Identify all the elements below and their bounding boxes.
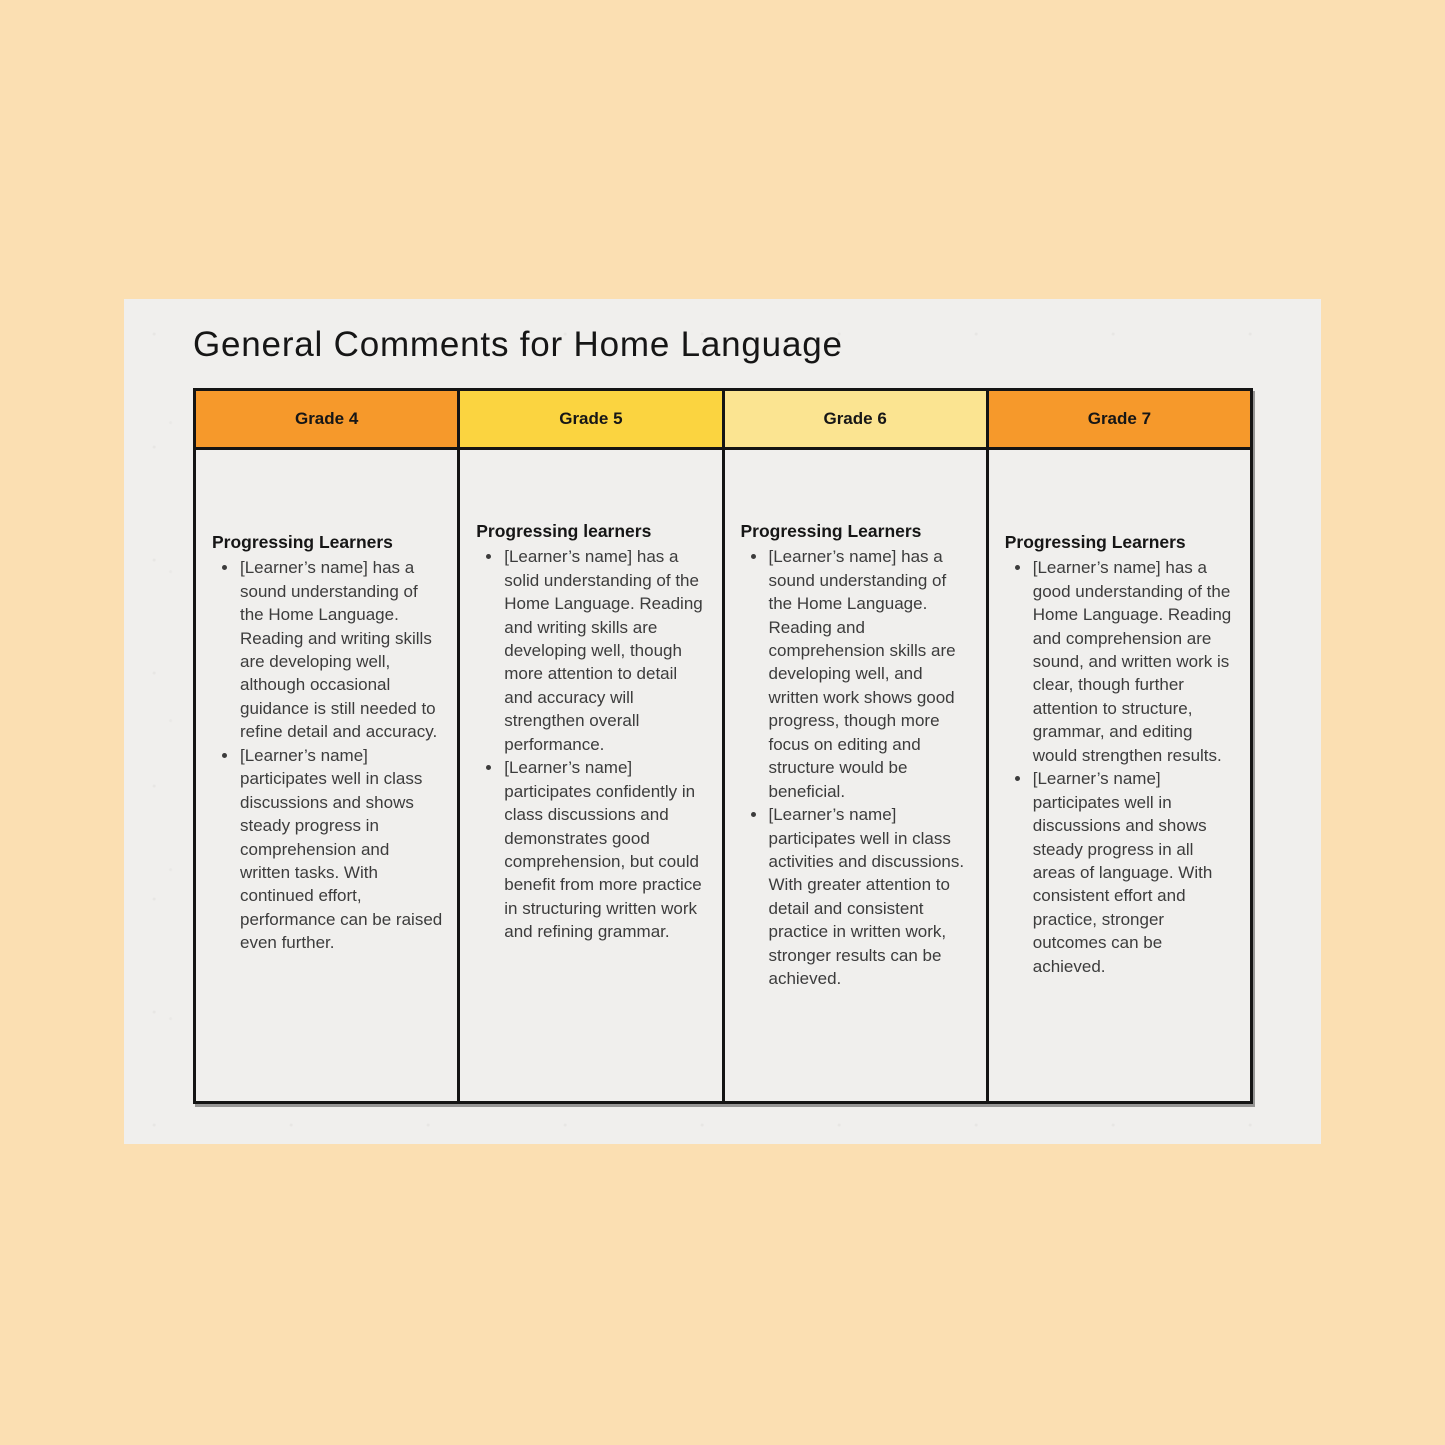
grade-4-comments-cell <box>196 450 457 1101</box>
grade-7-header-label: Grade 7 <box>1087 409 1152 428</box>
grade-5-header-label: Grade 5 <box>559 409 623 428</box>
comment-bullet: • [Learner’s name] participates well in class activities and discussions. With greater attention to detail and consistent practice in written work, stronger results can be achieved. <box>768 803 971 991</box>
grade-7-header <box>989 391 1250 447</box>
comment-bullet: • [Learner’s name] has a good understanding of the Home Language. Reading and comprehension are sound, and written work is clear, though further attention to structure, grammar, and editing would strengthen results. <box>1032 556 1235 767</box>
grade-6-section-title: Progressing Learners <box>740 521 922 541</box>
comment-bullet: • [Learner’s name] participates well in discussions and shows steady progress in all areas of language. With consistent effort and practice, stronger outcomes can be achieved. <box>1032 767 1235 978</box>
comment-bullet: • [Learner’s name] has a solid understanding of the Home Language. Reading and writing skills are developing well, though more attention to detail and accuracy will strengthen overall performance. <box>503 545 706 756</box>
comments-table <box>193 388 1253 1104</box>
grade-4-comment-list <box>212 556 442 955</box>
grade-5-comments-cell <box>460 450 721 1101</box>
document-page <box>124 299 1321 1144</box>
grade-7-section-title: Progressing Learners <box>1004 532 1186 552</box>
grade-7-comments-cell <box>989 450 1250 1101</box>
page-title: General Comments for Home Language <box>193 325 843 364</box>
grade-6-comment-list <box>741 545 971 991</box>
grade-6-comments-cell <box>725 450 986 1101</box>
grade-7-comment-list <box>1005 556 1235 978</box>
grade-6-header <box>725 391 986 447</box>
comment-bullet: • [Learner’s name] participates confidently in class discussions and demonstrates good comprehension, but could benefit from more practice in structuring written work and refining grammar. <box>503 756 706 944</box>
grade-5-section-title: Progressing learners <box>476 521 652 541</box>
grade-5-comment-list <box>476 545 706 944</box>
grade-4-section-title: Progressing Learners <box>212 532 393 552</box>
grade-4-header-label: Grade 4 <box>294 409 359 428</box>
grade-5-header <box>460 391 721 447</box>
comment-bullet: • [Learner’s name] participates well in class discussions and shows steady progress in comprehension and written tasks. With continued effort, performance can be raised even further. <box>239 744 442 955</box>
comment-bullet: • [Learner’s name] has a sound understanding of the Home Language. Reading and comprehension skills are developing well, and written work shows good progress, though more focus on editing and structure would be beneficial. <box>768 545 971 803</box>
grade-6-header-label: Grade 6 <box>823 409 887 428</box>
comment-bullet: • [Learner’s name] has a sound understanding of the Home Language. Reading and writing skills are developing well, although occasional guidance is still needed to refine detail and accuracy. <box>239 556 442 744</box>
grade-4-header <box>196 391 457 447</box>
